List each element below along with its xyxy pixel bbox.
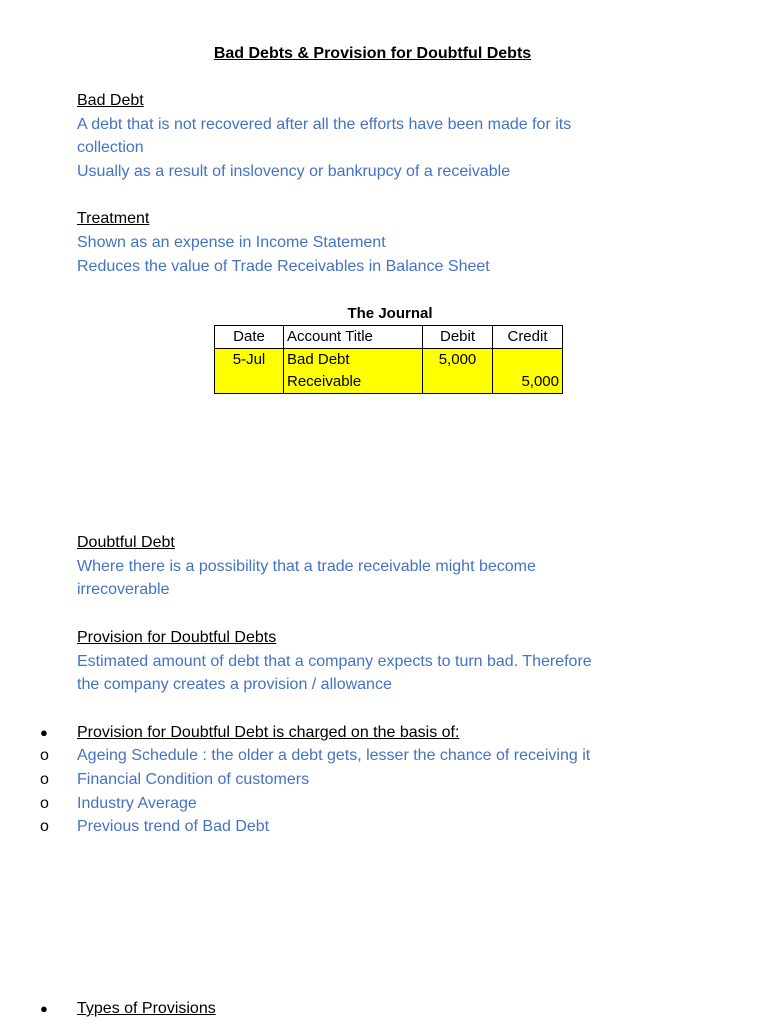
document-title: Bad Debts & Provision for Doubtful Debts [213,45,532,62]
doubtful-debt-line-1: Where there is a possibility that a trade receivable might become [77,558,536,575]
journal-table [214,325,563,394]
sub-bullet-icon: o [40,795,49,812]
journal-header-account: Account Title [284,326,423,349]
journal-header-row [215,326,563,349]
bad-debt-line-2: collection [77,139,144,156]
table-row [215,371,563,394]
list-item: Industry Average [77,795,197,812]
journal-caption: The Journal [347,305,433,322]
list-item: Ageing Schedule : the older a debt gets, lesser the chance of receiving it [77,747,591,764]
doubtful-debt-line-2: irrecoverable [77,581,170,598]
doubtful-debt-heading: Doubtful Debt [77,534,175,551]
journal-header-date: Date [215,326,284,349]
journal-cell-credit [493,349,563,372]
treatment-heading: Treatment [77,210,150,227]
journal-header-credit: Credit [493,326,563,349]
sub-bullet-icon: o [40,818,49,835]
bullet-icon: ● [40,1001,48,1016]
treatment-line-1: Shown as an expense in Income Statement [77,234,386,251]
journal-cell-account: Bad Debt [284,349,423,372]
bad-debt-line-1: A debt that is not recovered after all the efforts have been made for its [77,116,572,133]
journal-cell-date: 5-Jul [215,349,284,372]
provision-heading: Provision for Doubtful Debts [77,629,277,646]
types-heading: Types of Provisions [77,1000,216,1017]
journal-header-debit: Debit [423,326,493,349]
table-row [215,349,563,372]
sub-bullet-icon: o [40,747,49,764]
bullet-icon: ● [40,725,48,740]
journal-cell-account: Receivable [284,371,423,394]
basis-heading: Provision for Doubtful Debt is charged on the basis of: [77,724,460,741]
list-item: Financial Condition of customers [77,771,310,788]
journal-cell-debit [423,371,493,394]
provision-line-1: Estimated amount of debt that a company expects to turn bad. Therefore [77,653,592,670]
treatment-line-2: Reduces the value of Trade Receivables in Balance Sheet [77,258,490,275]
sub-bullet-icon: o [40,771,49,788]
bad-debt-heading: Bad Debt [77,92,144,109]
journal-cell-credit: 5,000 [493,371,563,394]
bad-debt-line-3: Usually as a result of inslovency or bankrupcy of a receivable [77,163,511,180]
list-item: Previous trend of Bad Debt [77,818,270,835]
provision-line-2: the company creates a provision / allowance [77,676,392,693]
journal-cell-debit: 5,000 [423,349,493,372]
journal-cell-date [215,371,284,394]
